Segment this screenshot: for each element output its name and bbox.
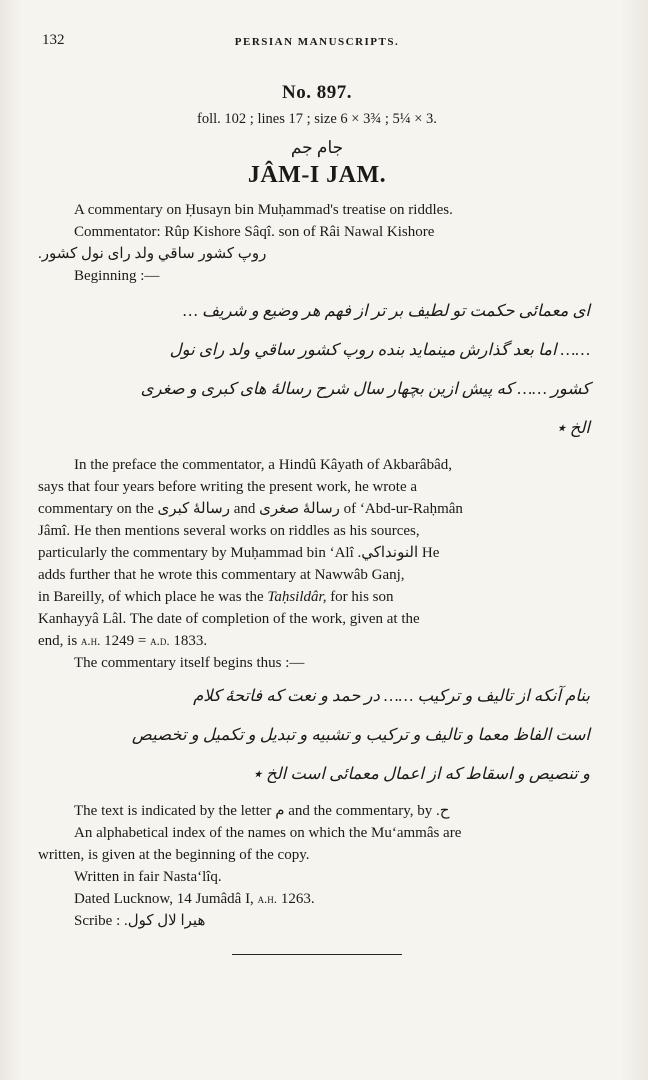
preface-line: In the preface the commentator, a Hindû Kâyath of Akbarâbâd, <box>74 457 452 473</box>
folio-info: foll. 102 ; lines 17 ; size 6 × 3¾ ; 5¼ × 3. <box>197 111 437 127</box>
note-line <box>38 888 596 910</box>
era-ad: a.d. <box>150 633 170 648</box>
preface-line: Kanhayyâ Lâl. The date of completion of the work, given at the <box>38 611 420 627</box>
preface-paragraph <box>38 454 596 674</box>
commentator-persian: روپ کشور ساقي ولد راى نول کشور. <box>38 246 267 262</box>
beginning-quote <box>38 299 596 440</box>
beginning-line: …… اما بعد گذارش مينمايد بنده روپ کشور ساقي ولد راى نول <box>169 340 590 359</box>
preface-line: says that four years before writing the present work, he wrote a <box>38 479 418 495</box>
note-text: Scribe : <box>74 913 121 929</box>
preface-line <box>38 542 596 564</box>
note-text: and the commentary, by <box>288 803 433 819</box>
beginning-line: الخ ٭ <box>556 418 590 437</box>
note-text: Dated Lucknow, 14 Jumâdâ I, <box>74 891 254 907</box>
preface-line <box>38 586 596 608</box>
nisba-persian: النونداکي. <box>357 545 419 561</box>
beginning-label: Beginning :— <box>74 268 160 284</box>
page-header <box>38 30 596 52</box>
running-head: PERSIAN MANUSCRIPTS. <box>234 36 400 48</box>
page-number: 132 <box>42 32 65 48</box>
preface-text: of ‘Abd-ur-Raḥmân <box>343 501 463 517</box>
note-text: The text is indicated by the letter <box>74 803 272 819</box>
intro-line-1: A commentary on Ḥusayn bin Muḥammad's treatise on riddles. <box>74 202 453 218</box>
preface-text: He <box>421 545 440 561</box>
title-persian: جام جم <box>290 138 344 157</box>
preface-line <box>38 498 596 520</box>
risala-kubra: رسالهٔ کبرى <box>157 501 230 517</box>
preface-text: and <box>233 501 256 517</box>
letter-mim: م <box>275 803 285 819</box>
preface-text: 1249 = <box>104 633 147 649</box>
commentary-line: و تنصيص و اسقاط که از اعمال معمائى است الخ ٭ <box>252 764 590 783</box>
note-line <box>38 800 596 822</box>
preface-line: Jâmî. He then mentions several works on riddles as his sources, <box>38 523 420 539</box>
commentary-line: بنام آنکه از تاليف و ترکيب …… در حمد و نعت که فاتحهٔ کلام <box>193 686 590 705</box>
notes <box>38 800 596 932</box>
commentary-begins-label: The commentary itself begins thus :— <box>74 655 305 671</box>
note-line: written, is given at the beginning of the copy. <box>38 847 310 863</box>
preface-text: commentary on the <box>38 501 154 517</box>
note-text: 1263. <box>280 891 315 907</box>
beginning-line: کشور …… که پيش ازين بچهار سال شرح رسالهٔ هاى کبرى و صغرى <box>140 379 590 398</box>
note-line: Written in fair Nasta‘lîq. <box>74 869 222 885</box>
risala-sughra: رسالهٔ صغرى <box>259 501 340 517</box>
preface-text: particularly the commentary by Muḥammad bin ‘Alî <box>38 545 354 561</box>
beginning-line: اى معمائى حکمت تو لطيف بر تر از فهم هر وضيع و شريف … <box>183 301 590 320</box>
preface-line <box>38 630 596 652</box>
era-ah: a.h. <box>80 633 101 648</box>
commentary-quote <box>38 684 596 786</box>
tahsildar-term: Taḥsildâr, <box>267 589 327 605</box>
note-line <box>38 910 596 932</box>
closing-rule <box>232 954 402 955</box>
letter-ha: ح. <box>435 803 450 819</box>
intro-line-2: Commentator: Rûp Kishore Sâqî. son of Râi Nawal Kishore <box>74 224 435 240</box>
intro <box>38 199 596 287</box>
preface-text: 1833. <box>173 633 208 649</box>
commentary-line: است الفاظ معما و تاليف و ترکيب و تشبيه و تبديل و تکميل و تخصيص <box>131 725 590 744</box>
preface-text: for his son <box>330 589 394 605</box>
era-ah: a.h. <box>257 891 278 906</box>
intro-line-3 <box>38 243 596 265</box>
note-line: An alphabetical index of the names on which the Mu‘ammâs are <box>74 825 462 841</box>
scribe-name-persian: هيرا لال کول. <box>124 913 206 929</box>
entry-title: JÂM-I JAM. <box>247 162 387 188</box>
preface-text: end, is <box>38 633 78 649</box>
preface-text: in Bareilly, of which place he was the <box>38 589 264 605</box>
preface-line: adds further that he wrote this commentary at Nawwâb Ganj, <box>38 567 405 583</box>
entry-number: No. 897. <box>282 82 352 103</box>
